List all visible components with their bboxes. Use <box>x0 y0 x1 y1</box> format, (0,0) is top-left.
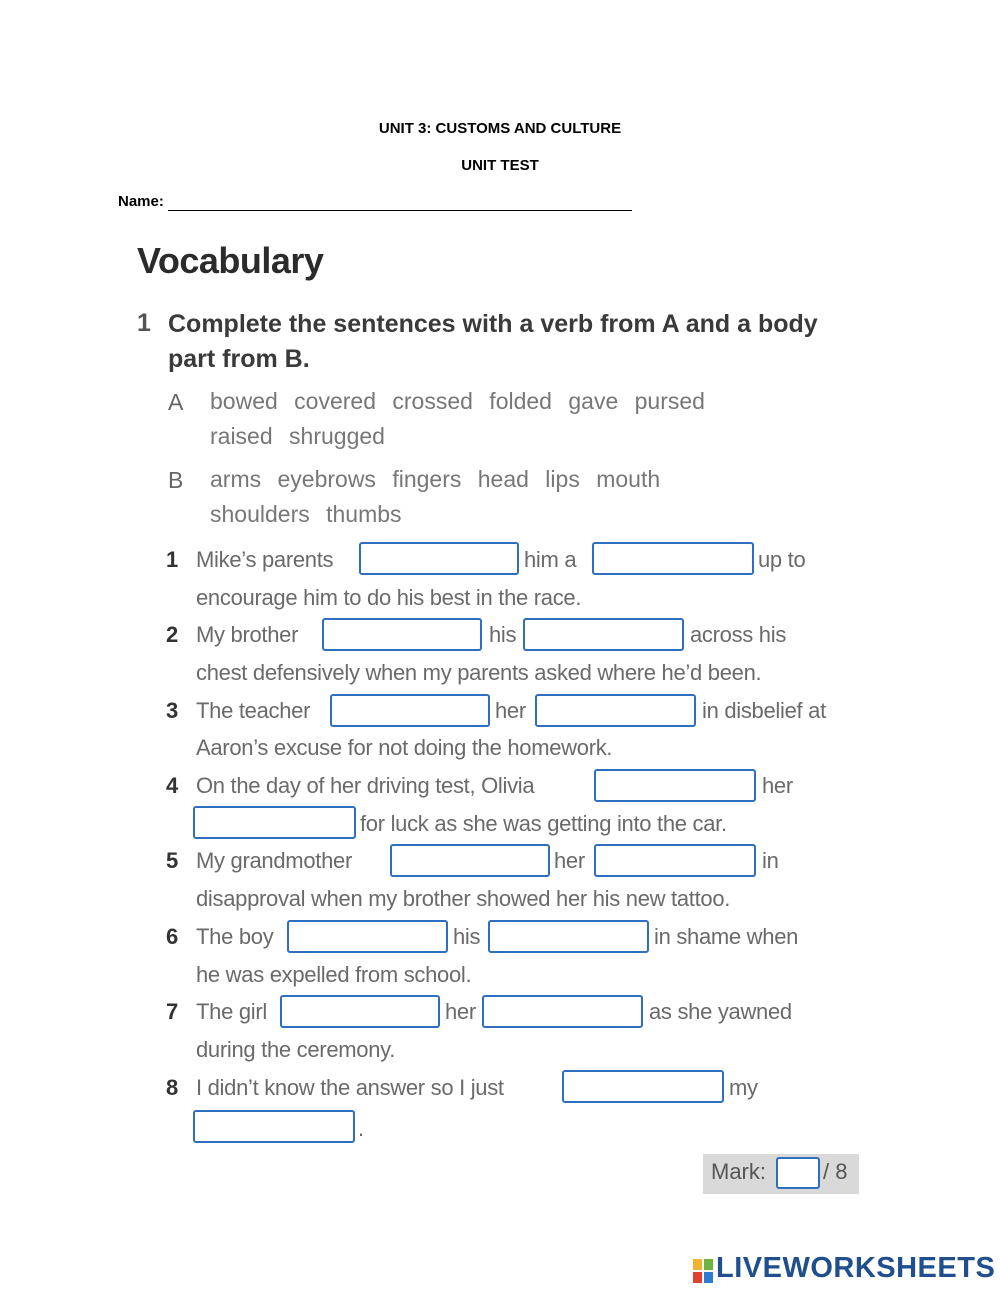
answer-input-1a[interactable] <box>359 542 519 575</box>
answer-input-4b[interactable] <box>193 806 356 839</box>
question-text: his <box>453 924 481 949</box>
mark-total: / 8 <box>823 1159 848 1184</box>
answer-input-6a[interactable] <box>287 920 448 953</box>
answer-input-3a[interactable] <box>330 694 490 727</box>
question-text: chest defensively when my parents asked where he’d been. <box>196 660 762 685</box>
question-text: in disbelief at <box>702 698 826 723</box>
question-number: 6 <box>166 924 179 949</box>
question-text: disapproval when my brother showed her his new tattoo. <box>196 886 731 911</box>
liveworksheets-logo[interactable]: LIVEWORKSHEETS <box>716 1252 996 1284</box>
question-text: her <box>445 999 476 1024</box>
question-text: The boy <box>196 924 274 949</box>
name-line <box>168 210 632 211</box>
question-text: The teacher <box>196 698 311 723</box>
question-text: My grandmother <box>196 848 352 873</box>
question-text: during the ceremony. <box>196 1037 396 1062</box>
answer-input-4a[interactable] <box>594 769 756 802</box>
liveworksheets-logo-icon <box>693 1259 713 1283</box>
answer-input-7a[interactable] <box>280 995 440 1028</box>
instruction-line-1: Complete the sentences with a verb from A and a body <box>168 310 818 338</box>
answer-input-7b[interactable] <box>482 995 643 1028</box>
question-text: encourage him to do his best in the race. <box>196 585 582 610</box>
name-label: Name: <box>118 193 164 210</box>
answer-input-2a[interactable] <box>322 618 482 651</box>
question-text: for luck as she was getting into the car. <box>360 811 727 836</box>
word-bank-a <box>210 384 810 454</box>
answer-input-5b[interactable] <box>594 844 756 877</box>
question-text: her <box>554 848 585 873</box>
question-text: in shame when <box>654 924 799 949</box>
question-number: 4 <box>166 773 179 798</box>
question-text: his <box>489 622 517 647</box>
mark-label: Mark: <box>711 1159 766 1184</box>
unit-title: UNIT 3: CUSTOMS AND CULTURE <box>378 120 622 137</box>
word-bank-b-line-2: shoulders thumbs <box>210 501 402 527</box>
mark-input[interactable] <box>776 1157 820 1189</box>
question-number: 8 <box>166 1075 179 1100</box>
word-bank-b-label: B <box>168 467 184 493</box>
answer-input-2b[interactable] <box>523 618 684 651</box>
instruction-line-2: part from B. <box>168 345 310 373</box>
question-text: The girl <box>196 999 267 1024</box>
question-number: 3 <box>166 698 179 723</box>
answer-input-8b[interactable] <box>193 1110 355 1143</box>
question-text: On the day of her driving test, Olivia <box>196 773 535 798</box>
question-text: as she yawned <box>649 999 792 1024</box>
answer-input-8a[interactable] <box>562 1070 724 1103</box>
word-bank-a-label: A <box>168 389 184 415</box>
question-text: across his <box>690 622 787 647</box>
answer-input-3b[interactable] <box>535 694 696 727</box>
word-bank-b <box>210 462 810 532</box>
question-text: her <box>762 773 793 798</box>
question-text: Mike’s parents <box>196 547 334 572</box>
answer-input-5a[interactable] <box>390 844 550 877</box>
word-bank-b-line-1: arms eyebrows fingers head lips mouth <box>210 466 661 492</box>
answer-input-6b[interactable] <box>488 920 649 953</box>
question-text: . <box>358 1116 364 1141</box>
question-number: 1 <box>166 547 179 572</box>
question-text: Aaron’s excuse for not doing the homework. <box>196 735 613 760</box>
question-number: 7 <box>166 999 179 1024</box>
word-bank-a-line-1: bowed covered crossed folded gave pursed <box>210 388 705 414</box>
question-text: my <box>729 1075 758 1100</box>
exercise-number: 1 <box>137 309 151 337</box>
question-number: 2 <box>166 622 179 647</box>
question-text: her <box>495 698 526 723</box>
question-text: in <box>762 848 779 873</box>
question-text: him a <box>524 547 577 572</box>
section-title: Vocabulary <box>137 240 324 281</box>
question-number: 5 <box>166 848 179 873</box>
word-bank-a-line-2: raised shrugged <box>210 423 385 449</box>
question-text: I didn’t know the answer so I just <box>196 1075 504 1100</box>
test-title: UNIT TEST <box>461 157 539 174</box>
question-text: My brother <box>196 622 299 647</box>
question-text: he was expelled from school. <box>196 962 472 987</box>
question-text: up to <box>758 547 806 572</box>
exercise-instruction <box>168 307 828 377</box>
answer-input-1b[interactable] <box>592 542 754 575</box>
